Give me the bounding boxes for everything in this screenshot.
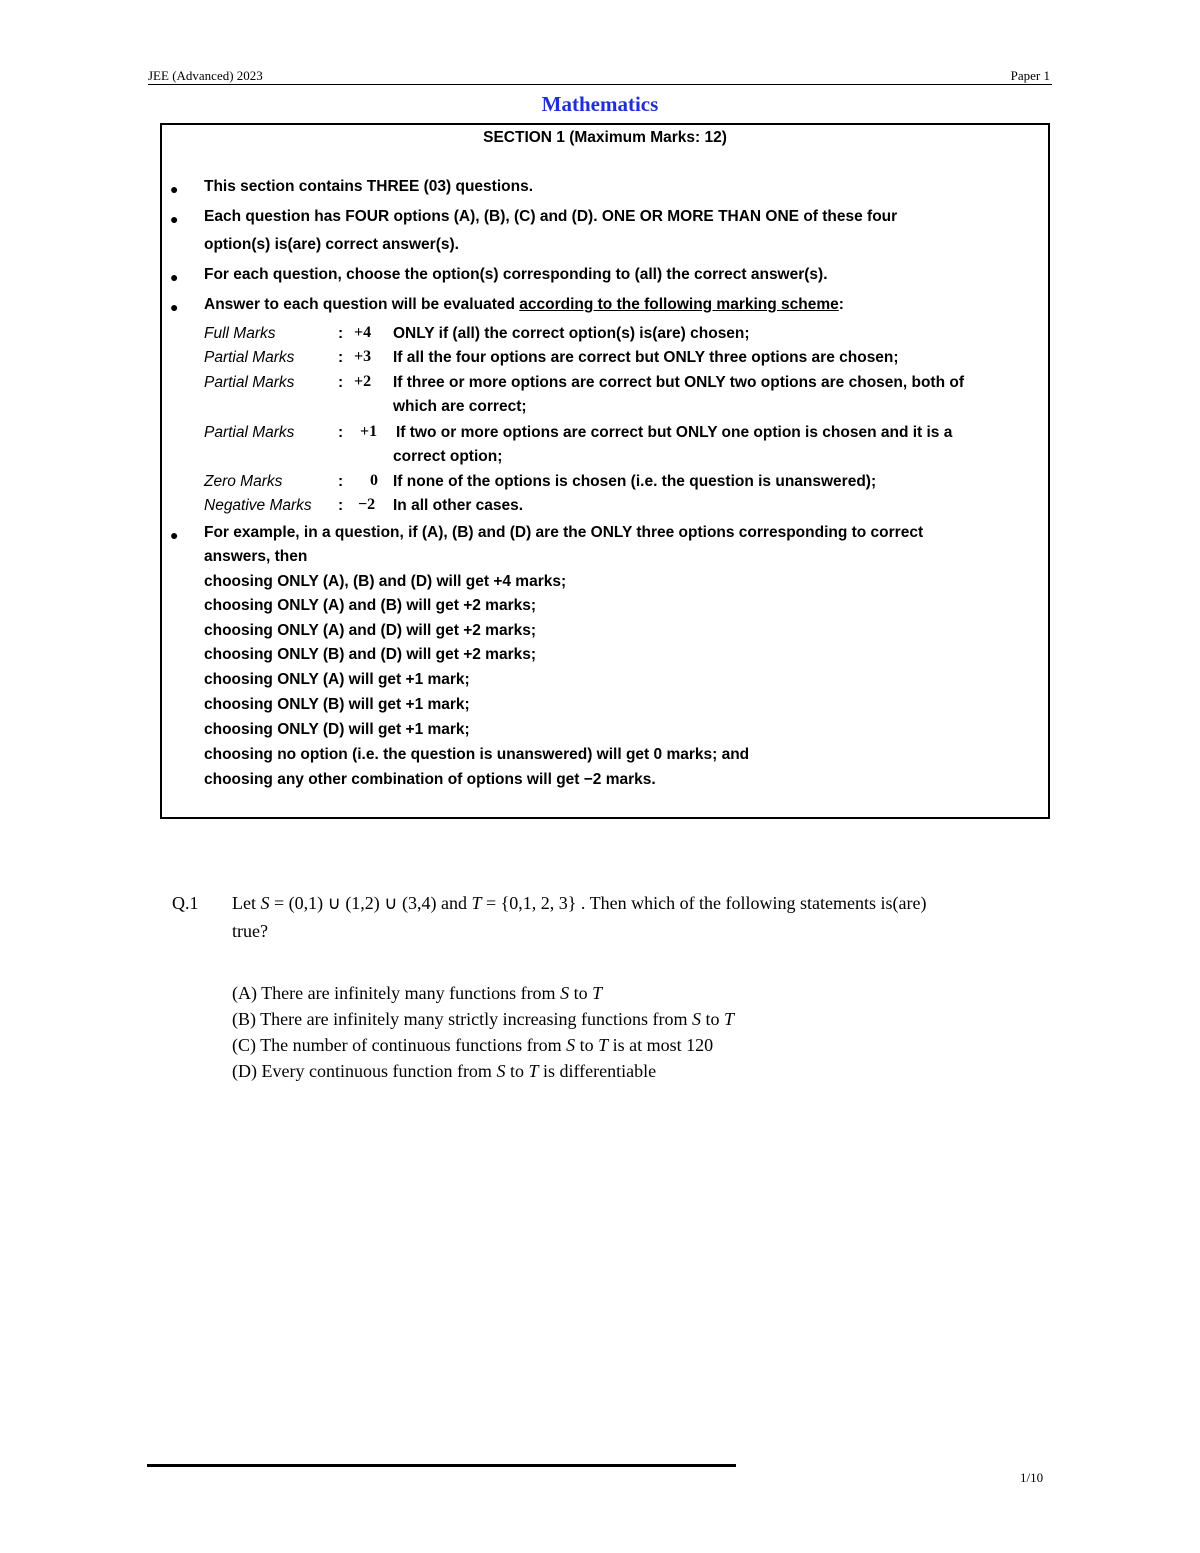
bullet-icon: ● [170, 211, 179, 227]
exam-name: JEE (Advanced) 2023 [148, 68, 263, 83]
page-number: 1/10 [1020, 1470, 1044, 1485]
example-line: choosing no option (i.e. the question is unanswered) will get 0 marks; and [204, 746, 750, 763]
subject-title: Mathematics [541, 92, 659, 116]
option-d: (D) Every continuous function from S to T is differentiable [232, 1061, 657, 1081]
bullet-icon: ● [170, 269, 179, 285]
example-line: choosing ONLY (A), (B) and (D) will get +4 marks; [204, 573, 567, 590]
example-line: choosing ONLY (A) will get +1 mark; [204, 671, 470, 688]
option-b: (B) There are infinitely many strictly increasing functions from S to T [232, 1009, 735, 1029]
instruction-line: For each question, choose the option(s) corresponding to (all) the correct answer(s). [204, 266, 828, 283]
option-c: (C) The number of continuous functions from S to T is at most 120 [232, 1035, 714, 1055]
example-line: choosing ONLY (A) and (D) will get +2 marks; [204, 622, 537, 639]
question-number: Q.1 [172, 893, 199, 913]
instruction-line: This section contains THREE (03) questions. [204, 178, 533, 195]
example-line: choosing any other combination of options will get −2 marks. [204, 771, 656, 788]
bullet-icon: ● [170, 527, 179, 543]
example-line: For example, in a question, if (A), (B) and (D) are the ONLY three options corresponding to correct [204, 524, 924, 541]
bullet-icon: ● [170, 299, 179, 315]
example-line: choosing ONLY (A) and (B) will get +2 marks; [204, 597, 537, 614]
page-header [148, 66, 1052, 85]
example-line: choosing ONLY (B) and (D) will get +2 marks; [204, 646, 537, 663]
footer-rule [147, 1464, 736, 1467]
section-title: SECTION 1 (Maximum Marks: 12) [483, 129, 727, 146]
bullet-icon: ● [170, 181, 179, 197]
option-a: (A) There are infinitely many functions from S to T [232, 983, 603, 1003]
instruction-line: Each question has FOUR options (A), (B), (C) and (D). ONE OR MORE THAN ONE of these four [204, 208, 898, 225]
instructions-box: SECTION 1 (Maximum Marks: 12) ● This section contains THREE (03) questions. ● Each question has FOUR options (A), (B), (C) and (D). ONE OR MORE THAN ONE of these four option(s) is(are) correct answer(s). ● For each question, choose the option(s) corresponding to (all) the correct answer(s). ● Answer to each question will be evaluated according to the following marking scheme: Full Marks : +4 ONLY if (all) the correct option(s) is(are) chosen; Partial Marks : +3 If all the four options are correct but ONLY three options are chosen; Partial Marks : +2 If three or more options are correct but ONLY two options are chosen, both of which are correct; Partial Marks : +1 If two or more options are correct but ONLY one option is chosen and it is a correct option; Zero Marks : 0 If none of the options is chosen (i.e. the question is unanswered); Negative Marks : −2 In all other cases. ● For example, in a question, if (A), (B) and (D) are the ONLY three options corresponding to correct answers, then choosing ONLY (A), (B) and (D) will get +4 marks; choosing ONLY (A) and (B) will get +2 marks; choosing ONLY (A) and (D) will get +2 marks; choosing ONLY (B) and (D) will get +2 marks; choosing ONLY (A) will get +1 mark; choosing ONLY (B) will get +1 mark; choosing ONLY (D) will get +1 mark; choosing no option (i.e. the question is unanswered) will get 0 marks; and choosing any other combination of options will get −2 marks. [160, 123, 1050, 819]
example-line: answers, then [204, 548, 308, 565]
instruction-line: option(s) is(are) correct answer(s). [204, 236, 459, 253]
example-line: choosing ONLY (D) will get +1 mark; [204, 721, 470, 738]
question-stem-continued: true? [232, 921, 268, 941]
instruction-line: Answer to each question will be evaluated according to the following marking scheme: [204, 296, 844, 313]
paper-number: Paper 1 [1010, 68, 1050, 83]
example-line: choosing ONLY (B) will get +1 mark; [204, 696, 470, 713]
question-stem: Let S = (0,1) ∪ (1,2) ∪ (3,4) and T = {0,1, 2, 3} . Then which of the following statements is(are) [232, 893, 927, 913]
